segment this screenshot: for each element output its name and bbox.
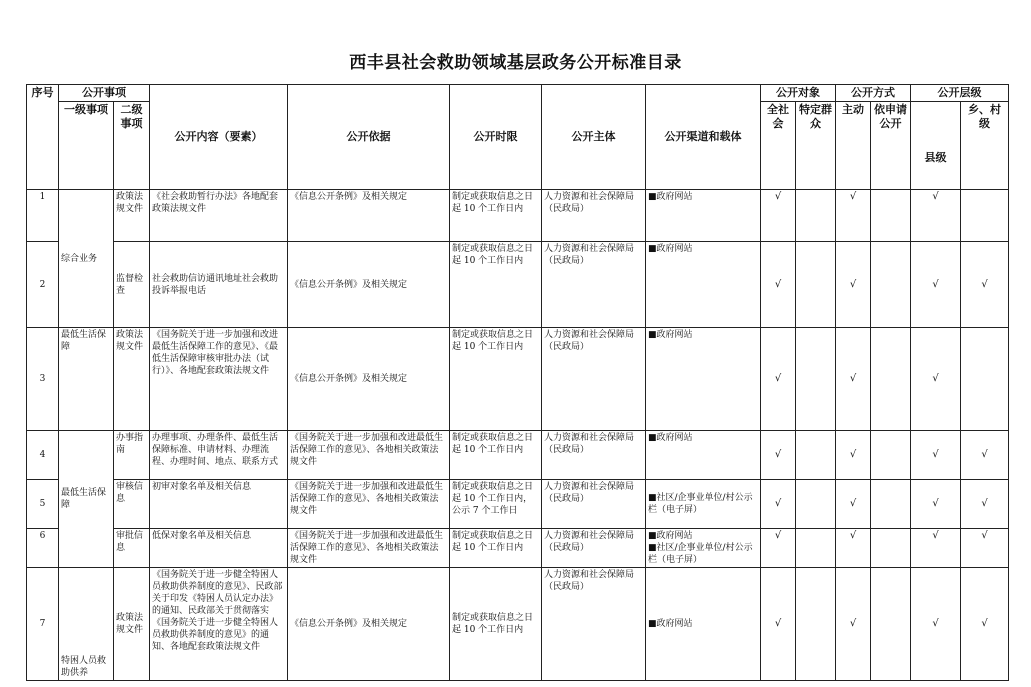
row-content: 《国务院关于进一步健全特困人员救助供养制度的意见》、民政部关于印发《特困人员认定办法》的通知、民政部关于贯彻落实《国务院关于进一步健全特困人员救助供养制度的意见》的通知、各地配套政策法规文件: [150, 568, 288, 681]
row-subject: 人力资源和社会保障局（民政局）: [542, 568, 646, 681]
header-method: 公开方式: [836, 85, 911, 102]
check-mark: √: [911, 480, 961, 529]
table-row: [27, 529, 1009, 568]
header-level: 公开层级: [911, 85, 1009, 102]
row-content: 《社会救助暂行办法》各地配套政策法规文件: [150, 190, 288, 242]
row-channel: ■政府网站: [646, 328, 761, 431]
row-basis: 《信息公开条例》及相关规定: [288, 328, 450, 431]
check-mark: √: [911, 431, 961, 480]
row-content: 社会救助信访通讯地址社会救助投诉举报电话: [150, 242, 288, 328]
channel-line: ■社区/企事业单位/村公示栏（电子屏）: [648, 543, 753, 565]
table-row: [27, 190, 1009, 242]
row-basis: 《国务院关于进一步加强和改进最低生活保障工作的意见》、各地相关政策法规文件: [288, 529, 450, 568]
check-mark: √: [836, 568, 871, 681]
row-subject: 人力资源和社会保障局（民政局）: [542, 431, 646, 480]
row-content: 办理事项、办理条件、最低生活保障标准、申请材料、办理流程、办理时间、地点、联系方式: [150, 431, 288, 480]
row-level2: 政策法规文件: [114, 190, 150, 242]
header-level1: 一级事项: [59, 102, 114, 190]
row-seq: 6: [27, 529, 59, 568]
group-label: 综合业务: [59, 190, 114, 328]
row-level2: 审核信息: [114, 480, 150, 529]
channel-line: ■政府网站: [648, 531, 693, 541]
header-target-specific: 特定群众: [796, 102, 836, 190]
check-mark: √: [911, 190, 961, 242]
row-channel: ■政府网站: [646, 431, 761, 480]
row-seq: 2: [27, 242, 59, 328]
header-target-all: 全社会: [761, 102, 796, 190]
row-basis: 《信息公开条例》及相关规定: [288, 190, 450, 242]
check-mark: √: [761, 480, 796, 529]
header-time-limit: 公开时限: [450, 85, 542, 190]
header-target: 公开对象: [761, 85, 836, 102]
row-level2: 办事指南: [114, 431, 150, 480]
header-matters: 公开事项: [59, 85, 150, 102]
row-channel: ■政府网站: [646, 242, 761, 328]
header-method-apply: 依申请公开: [871, 102, 911, 190]
check-mark: √: [961, 529, 1009, 568]
row-level2: 监督检查: [114, 242, 150, 328]
check-mark: √: [961, 480, 1009, 529]
row-channel: [646, 529, 761, 568]
row-basis: 《信息公开条例》及相关规定: [288, 568, 450, 681]
row-time: 制定或获取信息之日起 10 个工作日内: [450, 431, 542, 480]
check-mark: √: [836, 529, 871, 568]
header-level-town: 乡、村级: [961, 102, 1009, 190]
group-label: 最低生活保障: [59, 328, 114, 431]
check-mark: √: [911, 328, 961, 431]
check-mark: √: [911, 568, 961, 681]
check-mark: √: [911, 242, 961, 328]
row-channel: ■政府网站: [646, 190, 761, 242]
check-mark: √: [761, 190, 796, 242]
page-title: 西丰县社会救助领域基层政务公开标准目录: [349, 53, 682, 73]
check-mark: √: [911, 529, 961, 568]
row-seq: 5: [27, 480, 59, 529]
catalog-table: [26, 84, 1009, 681]
row-basis: 《信息公开条例》及相关规定: [288, 242, 450, 328]
check-mark: √: [961, 431, 1009, 480]
check-mark: √: [836, 480, 871, 529]
check-mark: √: [761, 242, 796, 328]
check-mark: √: [836, 190, 871, 242]
check-mark: √: [761, 431, 796, 480]
check-mark: √: [761, 529, 796, 568]
header-level2: 二级事项: [114, 102, 150, 190]
row-content: 初审对象名单及相关信息: [150, 480, 288, 529]
check-mark: √: [961, 568, 1009, 681]
row-subject: 人力资源和社会保障局（民政局）: [542, 242, 646, 328]
row-channel: ■政府网站: [646, 568, 761, 681]
table-row: [27, 431, 1009, 480]
row-subject: 人力资源和社会保障局（民政局）: [542, 328, 646, 431]
row-time: 制定或获取信息之日起 10 个工作日内: [450, 568, 542, 681]
row-time: 制定或获取信息之日起 10 个工作日内: [450, 529, 542, 568]
header-content: 公开内容（要素）: [150, 85, 288, 190]
row-seq: 1: [27, 190, 59, 242]
check-mark: √: [836, 431, 871, 480]
header-method-active: 主动: [836, 102, 871, 190]
row-basis: 《国务院关于进一步加强和改进最低生活保障工作的意见》、各地相关政策法规文件: [288, 431, 450, 480]
row-channel: ■社区/企事业单位/村公示栏（电子屏）: [646, 480, 761, 529]
row-time: 制定或获取信息之日起 10 个工作日内: [450, 190, 542, 242]
check-mark: √: [761, 568, 796, 681]
row-seq: 4: [27, 431, 59, 480]
header-channel: 公开渠道和载体: [646, 85, 761, 190]
row-time: 制定或获取信息之日起 10 个工作日内: [450, 242, 542, 328]
check-mark: √: [961, 242, 1009, 328]
table-row: [27, 328, 1009, 431]
row-level2: 审批信息: [114, 529, 150, 568]
row-time: 制定或获取信息之日起 10 个工作日内，公示 7 个工作日: [450, 480, 542, 529]
row-time: 制定或获取信息之日起 10 个工作日内: [450, 328, 542, 431]
group-label: 特困人员救助供养: [59, 568, 114, 681]
row-level2: 政策法规文件: [114, 328, 150, 431]
header-subject: 公开主体: [542, 85, 646, 190]
table-row: [27, 480, 1009, 529]
row-subject: 人力资源和社会保障局（民政局）: [542, 480, 646, 529]
header-basis: 公开依据: [288, 85, 450, 190]
group-label: 最低生活保障: [59, 431, 114, 568]
check-mark: √: [761, 328, 796, 431]
header-level-county: 县级: [911, 102, 961, 190]
row-level2: 政策法规文件: [114, 568, 150, 681]
row-basis: 《国务院关于进一步加强和改进最低生活保障工作的意见》、各地相关政策法规文件: [288, 480, 450, 529]
header-seq: 序号: [27, 85, 59, 190]
row-content: 《国务院关于进一步加强和改进最低生活保障工作的意见》、《最低生活保障审核审批办法（试行）》、各地配套政策法规文件: [150, 328, 288, 431]
row-content: 低保对象名单及相关信息: [150, 529, 288, 568]
row-seq: 3: [27, 328, 59, 431]
check-mark: √: [836, 242, 871, 328]
table-row: [27, 568, 1009, 681]
row-subject: 人力资源和社会保障局（民政局）: [542, 190, 646, 242]
table-row: [27, 242, 1009, 328]
row-seq: 7: [27, 568, 59, 681]
row-subject: 人力资源和社会保障局（民政局）: [542, 529, 646, 568]
check-mark: √: [836, 328, 871, 431]
